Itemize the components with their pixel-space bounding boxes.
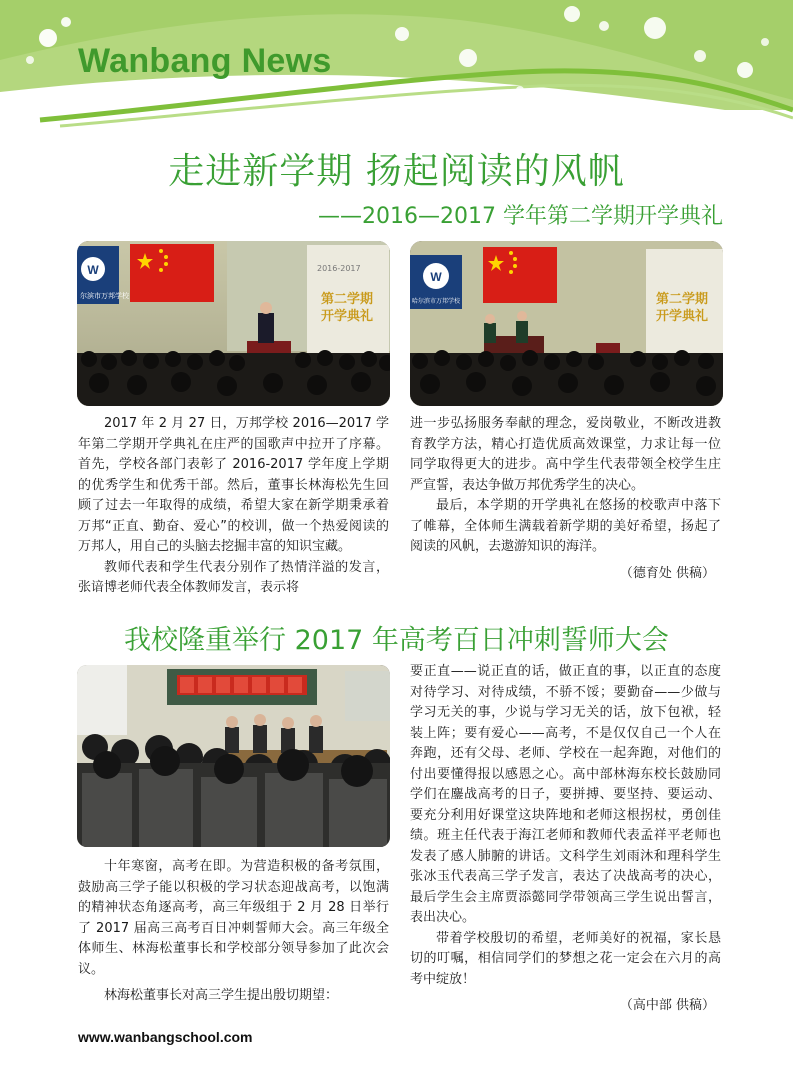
- article2-left-column: [78, 857, 389, 1007]
- page-header: [0, 0, 793, 140]
- svg-text:W: W: [430, 270, 442, 284]
- article1-right-paragraph: 进一步弘扬服务奉献的理念，爱岗敬业，不断改进教育教学方法，精心打造优质高效课堂，力求让每一位同学取得更大的进步。高中学生代表带领全校学生庄严宣誓，表达争做万邦优秀学生的决心。: [410, 416, 721, 493]
- photo2-banner-line2: 开学典礼: [656, 309, 709, 324]
- brand-title: Wanbang News: [78, 42, 332, 80]
- footer-website[interactable]: www.wanbangschool.com: [78, 1029, 253, 1045]
- article2-title: 我校隆重举行 2017 年高考百日冲刺誓师大会: [124, 625, 669, 656]
- article1-title: 走进新学期 扬起阅读的风帆: [168, 151, 625, 192]
- article2-right-column: [410, 662, 721, 1017]
- article1-credit: （德育处 供稿）: [619, 565, 715, 581]
- article2-right-paragraph: 带着学校殷切的希望，老师美好的祝福，家长恳切的叮嘱，相信同学们的梦想之花一定会在六月的高考中绽放！: [410, 930, 721, 987]
- article1-subtitle: ——2016—2017 学年第二学期开学典礼: [318, 204, 723, 229]
- article1-left-paragraph: 教师代表和学生代表分别作了热情洋溢的发言，张谙博老师代表全体教师发言，表示将: [78, 559, 389, 595]
- photo1-school-sign: 尔滨市万邦学校: [80, 292, 129, 300]
- photo2-banner-line1: 第二学期: [656, 292, 709, 307]
- photo1-banner-year: 2016-2017: [317, 264, 361, 273]
- article1-left-column: [78, 414, 389, 599]
- article2-left-paragraph: 十年寒窗，高考在即。为营造积极的备考氛围，鼓励高三学子能以积极的学习状态迎战高考，以饱满的精神状态角逐高考，高三年级组于 2 月 28 日举行了 2017 届高三高考百日冲刺誓师大会。高三年级全体师生、林海松董事长和学校部分领导参加了此次会议。: [78, 859, 389, 977]
- article1-left-paragraph: 2017 年 2 月 27 日，万邦学校 2016—2017 学年第二学期开学典礼在庄严的国歌声中拉开了序幕。首先，学校各部门表彰了 2016-2017 学年度上学期的优秀学生和优秀干部。然后，董事长林海松先生回顾了过去一年取得的成绩，希望大家在新学期秉承着万邦“正直、勤奋、爱心”的校训，做一个热爱阅读的万邦人，用自己的头脑去挖掘丰富的知识宝藏。: [78, 416, 389, 554]
- article1-photo-oath: [410, 241, 723, 406]
- article2-credit: （高中部 供稿）: [619, 998, 715, 1013]
- article1-photo-speech: [77, 241, 390, 406]
- article2-right-paragraph: 要正直——说正直的话，做正直的事，以正直的态度对待学习、对待成绩，不骄不馁；要勤奋——少做与学习无关的事，少说与学习无关的话，放下包袱，轻装上阵；要有爱心——高考，不是仅仅自己一个人在奔跑，还有父母、老师、学校在一起奔跑，对他们的付出要懂得报以感恩之心。高中部林海东校长鼓励同学们在鏖战高考的日子，要拼搏、要坚持、要运动、要充分利用好课堂这块阵地和老师这根拐杖，勇创佳绩。班主任代表于海江老师和教师代表孟祥平老师也发表了感人肺腑的讲话。文科学生刘雨沐和理科学生张冰玉代表高三学子发言，表达了决战高考的决心，最后学生会主席贾添懿同学带领高三学生说出誓言，表出决心。: [410, 664, 721, 925]
- photo1-banner-line2: 开学典礼: [321, 309, 374, 324]
- photo1-banner-line1: 第二学期: [321, 292, 374, 307]
- svg-text:W: W: [87, 263, 99, 277]
- photo2-school-sign: 哈尔滨市万邦学校: [412, 298, 461, 305]
- article1-right-column: [410, 414, 721, 584]
- article2-photo-rally: [77, 665, 390, 847]
- article1-right-paragraph: 最后，本学期的开学典礼在悠扬的校歌声中落下了帷幕，全体师生满载着新学期的美好希望，扬起了阅读的风帆，去遨游知识的海洋。: [410, 498, 721, 554]
- article2-left-paragraph: 林海松董事长对高三学生提出殷切期望：: [104, 988, 339, 1003]
